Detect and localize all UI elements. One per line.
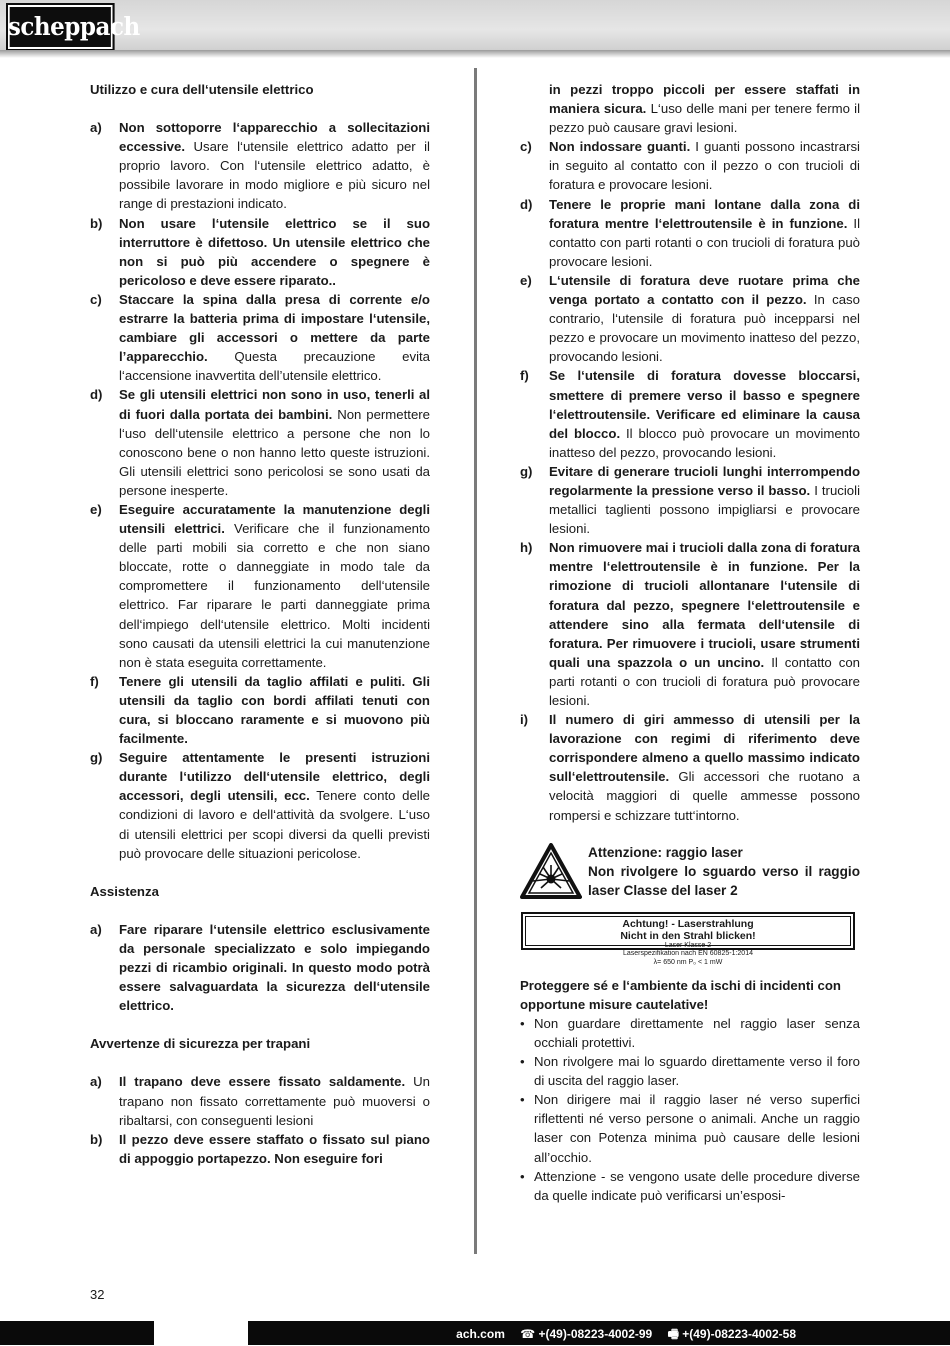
item-text: Il blocco può provocare un movimento inatteso del pezzo, provocando lesioni. [549,425,860,460]
item-marker: c) [520,139,532,155]
usage-item [90,290,430,385]
footer-white-block [154,1321,248,1345]
drill-safety-list-cont [520,137,860,824]
laser-label-line1: Achtung! - Laserstrahlung [622,917,754,930]
drill-safety-item [520,271,860,366]
assistance-item [90,920,430,1015]
laser-bullet-list [520,1014,860,1205]
item-bold-text: Se gli utensili elettrici non sono in uso, tenerli al di fuori dalla portata dei bambini. [119,387,430,422]
drill-safety-item [520,538,860,710]
laser-warning-title: Attenzione: raggio laser [588,844,743,860]
item-bold-text: Non sottoporre l‘apparecchio a sollecitazioni eccessive. [119,120,430,155]
item-text: Un trapano non fissato correttamente può muoversi o ribaltarsi, con conseguenti lesioni [119,1074,430,1128]
usage-item [90,118,430,213]
laser-warning-text: Non rivolgere lo sguardo verso il raggio laser Classe del laser 2 [588,863,860,898]
drill-safety-item [520,366,860,461]
item-text: Tenere conto delle condizioni di lavoro e dell‘attività da svolgere. L‘uso di utensili elettrici per scopi diversi da quelli previsti può provocare delle situazioni pericolose. [119,788,430,861]
continuation-bold: in pezzi troppo piccoli per essere staffati in maniera sicura. [549,82,860,117]
section-heading-drill-safety: Avvertenze di sicurezza per trapani [90,1036,311,1052]
bullet-icon: • [520,1054,525,1070]
assistance-list [90,920,430,1015]
left-column [90,80,430,1168]
usage-item [90,385,430,500]
footer-web: ach.com [456,1327,505,1341]
usage-list [90,118,430,863]
item-bold-text: Il trapano deve essere fissato saldamente. [119,1074,406,1090]
footer-bar [0,1321,950,1345]
laser-bullet-item [520,1052,860,1090]
item-text: Non permettere l‘uso dell‘utensile elettrico a persone che non lo conoscono bene o non hanno letto queste istruzioni. Gli utensili elettrici sono pericolosi se sono usati da persone inesperte. [119,406,431,498]
item-bold-text: Seguire attentamente le presenti istruzioni durante l‘utilizzo dell‘utensile elettrico, degli accessori, degli utensili, ecc. [119,750,430,804]
continuation-paragraph [520,80,860,137]
item-bold-text: Non indossare guanti. [549,139,691,155]
column-divider [474,68,477,1254]
item-marker: b) [90,1131,103,1147]
item-text: I trucioli metallici taglienti possono impigliarsi e provocare lesioni. [549,482,860,537]
drill-safety-list [90,1072,430,1167]
laser-class-label [521,912,855,966]
item-marker: a) [90,120,102,136]
laser-label-line5: λ= 650 nm P₀ < 1 mW [653,958,723,966]
item-marker: g) [90,750,103,766]
item-marker: a) [90,921,102,937]
drill-safety-item [520,710,860,825]
item-marker: f) [520,368,529,384]
item-marker: e) [90,501,102,517]
laser-warning [520,843,860,900]
section-heading-usage: Utilizzo e cura dell‘utensile elettrico [90,82,314,97]
footer-fax: 🖷 +(49)-08223-4002-58 [667,1327,796,1341]
item-marker: f) [90,673,99,689]
laser-label-line4: Laserspezifikation nach EN 60825-1:2014 [623,950,753,958]
usage-item [90,748,430,863]
bullet-icon: • [520,1092,525,1108]
drill-safety-item [90,1072,430,1129]
item-bold-text: L‘utensile di foratura deve ruotare prima che venga portato a contatto con il pezzo. [549,272,860,308]
laser-bullet-item [520,1014,860,1052]
item-marker: h) [520,540,533,556]
item-text: Gli accessori che ruotano a velocità maggiori di quelle ammesse possono rompersi e schizzare tutt‘intorno. [549,769,860,823]
item-text: Il contatto con parti rotanti o con trucioli di foratura può provocare lesioni. [549,654,860,708]
continuation-text: L‘uso delle mani per tenere fermo il pezzo può causare gravi lesioni. [549,101,861,136]
drill-safety-item [520,195,860,271]
laser-label-line3: Laser Klasse 2 [664,941,712,949]
item-marker: b) [90,215,103,231]
drill-safety-item [520,462,860,538]
item-bold-text: Tenere le proprie mani lontane dalla zona di foratura mentre l‘elettroutensile è in funzione. [549,196,860,231]
item-marker: a) [90,1074,102,1090]
bullet-text: Attenzione - se vengono usate delle procedure diverse da quelle indicate può verificarsi un’esposi- [534,1168,860,1203]
item-text: Il contatto con parti rotanti o con trucioli di foratura può provocare lesioni. [549,215,860,269]
item-bold-text: Non usare l‘utensile elettrico se il suo interruttore è difettoso. Un utensile elettrico che non si può più accendere o spegnere è pericoloso e deve essere riparato.. [119,215,430,288]
bullet-text: Non dirigere mai il raggio laser né verso superfici riflettenti né verso persone o animali. Anche un raggio laser con Potenza minima può causare delle lesioni all’occhio. [534,1092,860,1165]
laser-bullet-item [520,1090,860,1166]
header-shadow [0,50,950,58]
item-marker: i) [520,712,529,728]
bullet-icon: • [520,1015,525,1031]
laser-bullet-item [520,1167,860,1205]
usage-item [90,672,430,748]
section-heading-assistance: Assistenza [90,883,159,899]
item-bold-text: Il numero di giri ammesso di utensili per la lavorazione con regimi di riferimento deve corrispondere almeno a quello massimo indicato sull‘elettroutensile. [549,712,860,785]
item-text: I guanti possono incastrarsi in seguito al contatto con il pezzo o con trucioli di foratura e provocare lesioni. [549,139,860,193]
header-bar [0,0,950,50]
item-bold-text: Il pezzo deve essere staffato o fissato sul piano di appoggio portapezzo. Non eseguire fori [119,1131,430,1166]
item-text: Usare l‘utensile elettrico adatto per il proprio lavoro. Con l‘utensile elettrico adatto, è possibile lavorare in modo migliore e più sicuro nel range di prestazioni indicato. [119,139,430,212]
item-text: Questa precauzione evita l‘accensione inavvertita dell’utensile elettrico. [119,349,430,384]
footer-phone: ☎ +(49)-08223-4002-99 [520,1327,653,1341]
laser-label-line2: Nicht in den Strahl blicken! [620,929,756,942]
item-marker: g) [520,463,533,479]
item-bold-text: Staccare la spina dalla presa di corrente e/o estrarre la batteria prima di impostare l‘utensile, cambiare gli accessori o mettere da parte l’apparecchio. [119,291,430,365]
page-number: 32 [90,1287,105,1302]
bullet-icon: • [520,1168,525,1184]
item-marker: e) [520,272,532,288]
laser-warning-icon [520,843,582,899]
right-column [520,80,860,1205]
item-marker: c) [90,291,102,307]
item-bold-text: Tenere gli utensili da taglio affilati e puliti. Gli utensili da taglio con bordi affilati tenuti con cura, si bloccano raramente e si muovono più facilmente. [119,673,430,747]
item-bold-text: Non rimuovere mai i trucioli dalla zona di foratura mentre l‘elettroutensile è in funzione. Per la rimozione di trucioli allontanare l‘utensile di foratura dal pezzo, spegnere l‘elettroutensile e attendere sino alla fermata dell‘utensile di foratura. Per rimuovere i trucioli, usare strumenti quali una spazzola o un uncino. [549,540,860,670]
item-bold-text: Fare riparare l‘utensile elettrico esclusivamente da personale specializzato e solo impiegando pezzi di ricambio originali. In questo modo potrà essere salvaguardata la sicurezza dell‘utensile elettrico. [119,921,430,1014]
item-marker: d) [520,196,533,212]
item-bold-text: Eseguire accuratamente la manutenzione degli utensili elettrici. [119,501,430,537]
bullet-text: Non rivolgere mai lo sguardo direttamente verso il foro di uscita del raggio laser. [534,1054,860,1089]
drill-safety-item [520,137,860,194]
item-text: In caso contrario, l‘utensile di foratura può incepparsi nel pezzo e provocare un movimento inatteso del pezzo, provocando lesioni. [549,292,860,365]
usage-item [90,500,430,672]
item-text: Verificare che il funzionamento delle parti mobili sia corretto e che non siano bloccate, rotte o danneggiate in modo tale da compromettere il funzionamento dell‘utensile elettrico. Far riparare le parti danneggiate prima dell‘impiego dell‘utensile elettrico. Molti incidenti sono causati da utensili elettrici la cui manutenzione non è stata eseguita correttamente. [119,521,430,670]
item-bold-text: Se l‘utensile di foratura dovesse bloccarsi, smettere di premere verso il basso e spegnere l‘elettroutensile. Verificare ed eliminare la causa del blocco. [549,368,860,441]
footer-contact [444,1325,796,1346]
bullet-text: Non guardare direttamente nel raggio laser senza occhiali protettivi. [534,1015,860,1050]
item-marker: d) [90,387,103,403]
item-bold-text: Evitare di generare trucioli lunghi interrompendo regolarmente la pressione verso il basso. [549,463,860,498]
usage-item [90,214,430,290]
drill-safety-item [90,1130,430,1168]
protect-heading: Proteggere sé e l‘ambiente da ischi di incidenti con opportune misure cautelative! [520,977,841,1012]
brand-logo: scheppach [6,3,115,51]
